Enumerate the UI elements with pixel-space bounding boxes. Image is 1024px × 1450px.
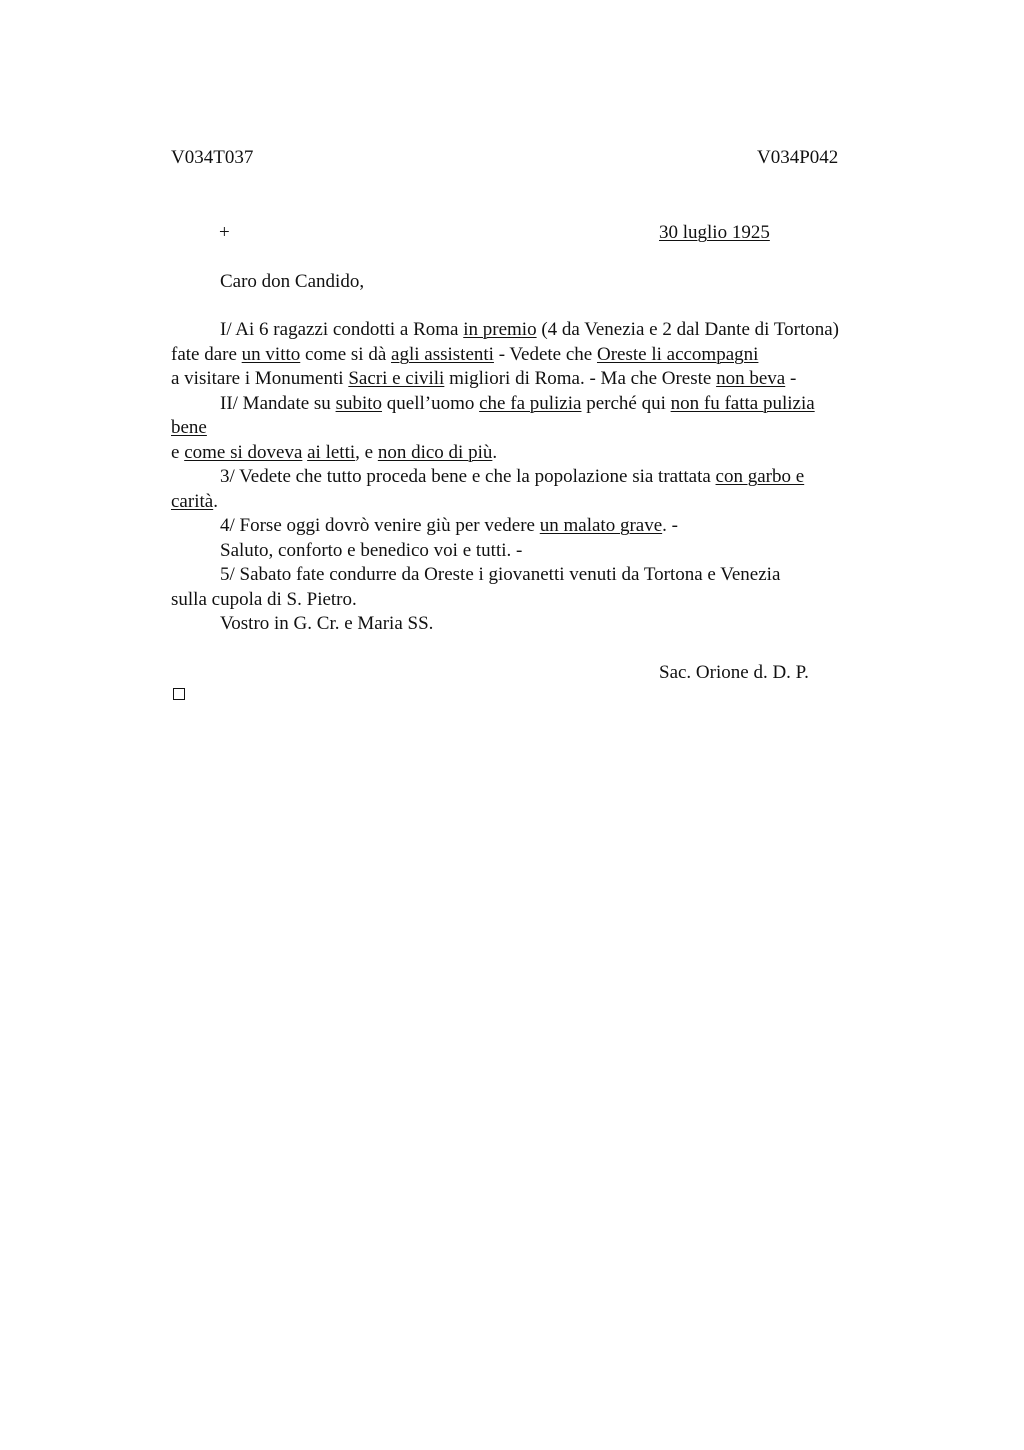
signature: Sac. Orione d. D. P. — [659, 662, 809, 683]
text-run: II/ Mandate su — [220, 393, 336, 414]
body-line — [171, 416, 207, 440]
underlined-phrase: in premio — [463, 319, 537, 340]
text-run: . - — [662, 515, 678, 536]
text-run: I/ Ai 6 ragazzi condotti a Roma — [220, 319, 464, 340]
underlined-phrase: un malato grave — [539, 515, 663, 536]
underlined-phrase: Oreste li accompagni — [596, 344, 759, 365]
text-run: - — [785, 368, 797, 389]
body-line — [171, 441, 497, 465]
text-run: Vostro in G. Cr. e Maria SS. — [220, 613, 434, 634]
underlined-phrase: che fa pulizia — [479, 393, 582, 414]
text-run: fate dare — [171, 344, 242, 365]
underlined-phrase: carità — [171, 491, 214, 512]
body-line — [171, 367, 796, 391]
underlined-phrase: subito — [335, 393, 383, 414]
underlined-phrase: Sacri e civili — [348, 368, 445, 389]
text-run: - Vedete che — [493, 344, 597, 365]
salutation: Caro don Candido, — [220, 271, 365, 292]
body-line — [220, 514, 678, 538]
text-run: . — [492, 442, 498, 463]
text-run: 4/ Forse oggi dovrò venire giù per vedere — [220, 515, 540, 536]
underlined-phrase: ai letti — [307, 442, 356, 463]
text-run: , e — [355, 442, 378, 463]
body-line — [220, 612, 433, 636]
end-marker-box — [173, 688, 185, 700]
cross-symbol: + — [219, 222, 230, 243]
body-line — [220, 539, 522, 563]
text-run: quell’uomo — [382, 393, 480, 414]
body-line — [171, 588, 357, 612]
underlined-phrase: non fu fatta pulizia — [670, 393, 815, 414]
body-line — [171, 490, 218, 514]
body-line — [220, 563, 780, 587]
text-run: perché qui — [581, 393, 671, 414]
body-line — [171, 343, 758, 367]
header-left-code: V034T037 — [171, 147, 254, 168]
body-line — [220, 465, 804, 489]
text-run: (4 da Venezia e 2 dal Dante di Tortona) — [536, 319, 839, 340]
text-run: Saluto, conforto e benedico voi e tutti. - — [220, 540, 523, 561]
text-run: 5/ Sabato fate condurre da Oreste i giovanetti venuti da Tortona e Venezia — [220, 564, 781, 585]
text-run: migliori di Roma. - Ma che Oreste — [444, 368, 717, 389]
underlined-phrase: con garbo e — [715, 466, 805, 487]
underlined-phrase: non dico di più — [377, 442, 493, 463]
body-line — [220, 392, 815, 416]
underlined-phrase: un vitto — [241, 344, 301, 365]
text-run: e — [171, 442, 185, 463]
body-line — [220, 318, 839, 342]
underlined-phrase: non beva — [716, 368, 786, 389]
underlined-phrase: come si doveva — [184, 442, 303, 463]
text-run: a visitare i Monumenti — [171, 368, 349, 389]
text-run: come si dà — [300, 344, 392, 365]
letter-date: 30 luglio 1925 — [659, 222, 770, 243]
text-run: sulla cupola di S. Pietro. — [171, 589, 357, 610]
header-right-code: V034P042 — [757, 147, 839, 168]
underlined-phrase: bene — [171, 417, 207, 438]
text-run: 3/ Vedete che tutto proceda bene e che la popolazione sia trattata — [220, 466, 716, 487]
underlined-phrase: agli assistenti — [391, 344, 494, 365]
text-run: . — [213, 491, 218, 512]
